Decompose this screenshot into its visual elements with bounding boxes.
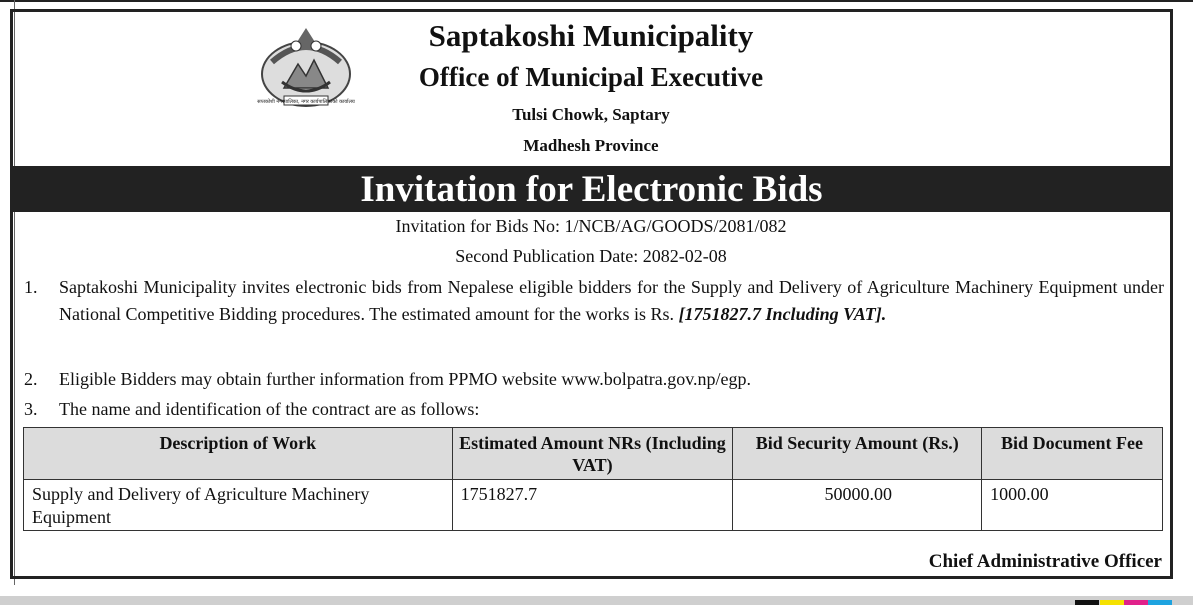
top-rule — [0, 0, 1193, 2]
column-header-description: Description of Work — [24, 428, 453, 480]
item-text: The name and identification of the contract are as follows: — [59, 399, 480, 419]
item-body: Saptakoshi Municipality invites electronic bids from Nepalese eligible bidders for the Supply and Delivery of Agriculture Machinery Equipment under National Competitive Bidding procedures. The estimated amount for the works is Rs. — [59, 277, 1164, 324]
item-number: 1. — [24, 277, 38, 297]
column-header-document-fee: Bid Document Fee — [982, 428, 1163, 480]
page-bottom-bar — [0, 596, 1193, 605]
column-header-estimated-amount: Estimated Amount NRs (Including VAT) — [452, 428, 733, 480]
print-mark-cyan — [1148, 600, 1172, 605]
cell-description: Supply and Delivery of Agriculture Machinery Equipment — [24, 480, 453, 531]
cell-estimated-amount: 1751827.7 — [452, 480, 733, 531]
notice-item-2 — [24, 366, 1164, 393]
column-header-bid-security: Bid Security Amount (Rs.) — [733, 428, 982, 480]
table-row — [24, 480, 1163, 531]
office-address: Tulsi Chowk, Saptary — [512, 105, 670, 124]
publication-date: Second Publication Date: 2082-02-08 — [455, 246, 727, 266]
ifb-number: Invitation for Bids No: 1/NCB/AG/GOODS/2081/082 — [395, 216, 787, 236]
print-mark-magenta — [1124, 600, 1148, 605]
item-number: 3. — [24, 399, 38, 419]
print-mark-yellow — [1100, 600, 1124, 605]
item-number: 2. — [24, 369, 38, 389]
notice-title-banner: Invitation for Electronic Bids — [12, 166, 1171, 212]
table-header-row — [24, 428, 1163, 480]
cell-bid-security: 50000.00 — [733, 480, 982, 531]
notice-item-1 — [24, 274, 1164, 328]
province-name: Madhesh Province — [523, 136, 659, 155]
notice-item-3 — [24, 396, 1164, 423]
municipality-name: Saptakoshi Municipality — [428, 18, 754, 53]
estimated-amount-emphasis: [1751827.7 Including VAT]. — [678, 304, 887, 324]
item-text: Eligible Bidders may obtain further information from PPMO website www.bolpatra.gov.np/egp. — [59, 369, 752, 389]
office-name: Office of Municipal Executive — [418, 62, 764, 92]
signoff: Chief Administrative Officer — [928, 551, 1162, 572]
svg-text:सप्तकोशी नगरपालिका, नगर कार्यप: सप्तकोशी नगरपालिका, नगर कार्यपालिकाको कार्यालय — [257, 99, 355, 105]
print-mark-black — [1075, 600, 1099, 605]
contract-table — [23, 427, 1163, 531]
item-text — [59, 274, 1164, 328]
cell-document-fee: 1000.00 — [982, 480, 1163, 531]
